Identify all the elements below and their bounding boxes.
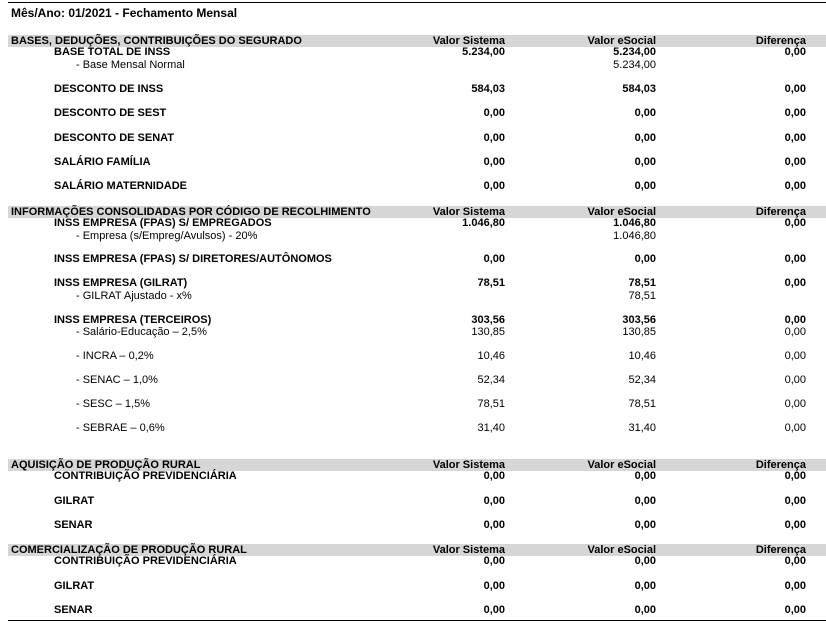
value-diferenca: 0,00	[784, 107, 806, 119]
value-sistema: 78,51	[477, 277, 505, 289]
value-diferenca: 0,00	[784, 374, 806, 386]
table-row	[0, 253, 826, 266]
row-label: BASE TOTAL DE INSS	[54, 46, 171, 58]
value-diferenca: 0,00	[784, 156, 806, 168]
value-sistema: 0,00	[483, 580, 505, 592]
table-row	[0, 290, 826, 303]
value-diferenca: 0,00	[784, 580, 806, 592]
table-row	[0, 555, 826, 568]
col-header-sistema: Valor Sistema	[432, 459, 505, 471]
value-sistema: 0,00	[483, 604, 505, 616]
value-esocial: 1.046,80	[613, 230, 656, 242]
row-label: INSS EMPRESA (GILRAT)	[54, 277, 188, 289]
table-row	[0, 422, 826, 435]
value-sistema: 1.046,80	[462, 217, 505, 229]
value-esocial: 0,00	[634, 580, 656, 592]
section-title: INFORMAÇÕES CONSOLIDADAS POR CÓDIGO DE RECOLHIMENTO	[11, 206, 371, 218]
value-diferenca: 0,00	[784, 217, 806, 229]
value-esocial: 10,46	[628, 350, 656, 362]
value-sistema: 0,00	[483, 519, 505, 531]
table-row	[0, 180, 826, 193]
row-label: DESCONTO DE INSS	[54, 83, 164, 95]
row-label: - INCRA – 0,2%	[76, 350, 154, 362]
value-esocial: 31,40	[628, 422, 656, 434]
value-diferenca: 0,00	[784, 470, 806, 482]
table-row	[0, 230, 826, 243]
col-header-esocial: Valor eSocial	[587, 544, 656, 556]
table-row	[0, 217, 826, 230]
value-sistema: 52,34	[477, 374, 505, 386]
table-row	[0, 519, 826, 532]
row-label: DESCONTO DE SENAT	[54, 132, 174, 144]
value-sistema: 130,85	[471, 326, 505, 338]
value-diferenca: 0,00	[784, 555, 806, 567]
row-label: SALÁRIO FAMÍLIA	[54, 156, 151, 168]
table-row	[0, 495, 826, 508]
value-diferenca: 0,00	[784, 253, 806, 265]
value-diferenca: 0,00	[784, 132, 806, 144]
col-header-esocial: Valor eSocial	[587, 206, 656, 218]
value-sistema: 31,40	[477, 422, 505, 434]
value-esocial: 0,00	[634, 132, 656, 144]
table-row	[0, 107, 826, 120]
row-label: DESCONTO DE SEST	[54, 107, 167, 119]
row-label: - GILRAT Ajustado - x%	[76, 290, 192, 302]
value-sistema: 0,00	[483, 180, 505, 192]
table-row	[0, 132, 826, 145]
value-esocial: 52,34	[628, 374, 656, 386]
row-label: CONTRIBUIÇÃO PREVIDENCIÁRIA	[54, 470, 237, 482]
value-esocial: 78,51	[628, 290, 656, 302]
value-esocial: 0,00	[634, 604, 656, 616]
table-row	[0, 580, 826, 593]
value-sistema: 0,00	[483, 470, 505, 482]
value-sistema: 0,00	[483, 253, 505, 265]
row-label: - SESC – 1,5%	[76, 398, 150, 410]
value-sistema: 0,00	[483, 107, 505, 119]
section-title: AQUISIÇÃO DE PRODUÇÃO RURAL	[11, 459, 201, 471]
col-header-esocial: Valor eSocial	[587, 35, 656, 47]
value-esocial: 0,00	[634, 495, 656, 507]
value-diferenca: 0,00	[784, 277, 806, 289]
value-esocial: 584,03	[622, 83, 656, 95]
value-esocial: 1.046,80	[613, 217, 656, 229]
bottom-rule	[8, 620, 826, 621]
col-header-diferenca: Diferença	[755, 459, 806, 471]
value-esocial: 0,00	[634, 519, 656, 531]
value-esocial: 0,00	[634, 156, 656, 168]
table-row	[0, 46, 826, 59]
section-title: BASES, DEDUÇÕES, CONTRIBUIÇÕES DO SEGURADO	[11, 35, 302, 47]
col-header-diferenca: Diferença	[755, 544, 806, 556]
value-sistema: 0,00	[483, 555, 505, 567]
value-sistema: 10,46	[477, 350, 505, 362]
value-esocial: 0,00	[634, 555, 656, 567]
table-row	[0, 83, 826, 96]
table-row	[0, 374, 826, 387]
row-label: - Empresa (s/Empreg/Avulsos) - 20%	[76, 230, 258, 242]
page-title: Mês/Ano: 01/2021 - Fechamento Mensal	[11, 6, 238, 20]
value-esocial: 0,00	[634, 107, 656, 119]
value-diferenca: 0,00	[784, 314, 806, 326]
value-diferenca: 0,00	[784, 46, 806, 58]
row-label: CONTRIBUIÇÃO PREVIDENCIÁRIA	[54, 555, 237, 567]
value-sistema: 0,00	[483, 132, 505, 144]
row-label: - SEBRAE – 0,6%	[76, 422, 165, 434]
value-esocial: 5.234,00	[613, 46, 656, 58]
col-header-sistema: Valor Sistema	[432, 544, 505, 556]
value-esocial: 0,00	[634, 180, 656, 192]
value-diferenca: 0,00	[784, 326, 806, 338]
value-diferenca: 0,00	[784, 422, 806, 434]
row-label: SENAR	[54, 519, 93, 531]
top-rule	[8, 2, 826, 3]
table-row	[0, 398, 826, 411]
value-sistema: 303,56	[471, 314, 505, 326]
value-diferenca: 0,00	[784, 83, 806, 95]
table-row	[0, 156, 826, 169]
value-sistema: 78,51	[477, 398, 505, 410]
row-label: INSS EMPRESA (FPAS) S/ EMPREGADOS	[54, 217, 272, 229]
value-diferenca: 0,00	[784, 519, 806, 531]
col-header-sistema: Valor Sistema	[432, 35, 505, 47]
table-row	[0, 326, 826, 339]
value-sistema: 0,00	[483, 156, 505, 168]
table-row	[0, 350, 826, 363]
value-diferenca: 0,00	[784, 398, 806, 410]
row-label: - SENAC – 1,0%	[76, 374, 158, 386]
value-diferenca: 0,00	[784, 495, 806, 507]
value-esocial: 78,51	[628, 398, 656, 410]
value-esocial: 303,56	[622, 314, 656, 326]
row-label: INSS EMPRESA (FPAS) S/ DIRETORES/AUTÔNOMOS	[54, 253, 332, 265]
value-esocial: 0,00	[634, 253, 656, 265]
table-row	[0, 470, 826, 483]
row-label: SENAR	[54, 604, 93, 616]
value-esocial: 78,51	[628, 277, 656, 289]
row-label: GILRAT	[54, 580, 95, 592]
col-header-diferenca: Diferença	[755, 206, 806, 218]
row-label: - Base Mensal Normal	[76, 59, 185, 71]
table-row	[0, 604, 826, 617]
row-label: - Salário-Educação – 2,5%	[76, 326, 207, 338]
value-sistema: 0,00	[483, 495, 505, 507]
col-header-esocial: Valor eSocial	[587, 459, 656, 471]
value-diferenca: 0,00	[784, 604, 806, 616]
section-title: COMERCIALIZAÇÃO DE PRODUÇÃO RURAL	[11, 544, 247, 556]
row-label: INSS EMPRESA (TERCEIROS)	[54, 314, 212, 326]
value-sistema: 5.234,00	[462, 46, 505, 58]
value-diferenca: 0,00	[784, 350, 806, 362]
row-label: SALÁRIO MATERNIDADE	[54, 180, 188, 192]
value-esocial: 5.234,00	[613, 59, 656, 71]
value-sistema: 584,03	[471, 83, 505, 95]
value-diferenca: 0,00	[784, 180, 806, 192]
col-header-sistema: Valor Sistema	[432, 206, 505, 218]
col-header-diferenca: Diferença	[755, 35, 806, 47]
table-row	[0, 59, 826, 72]
value-esocial: 130,85	[622, 326, 656, 338]
value-esocial: 0,00	[634, 470, 656, 482]
row-label: GILRAT	[54, 495, 95, 507]
table-row	[0, 277, 826, 290]
